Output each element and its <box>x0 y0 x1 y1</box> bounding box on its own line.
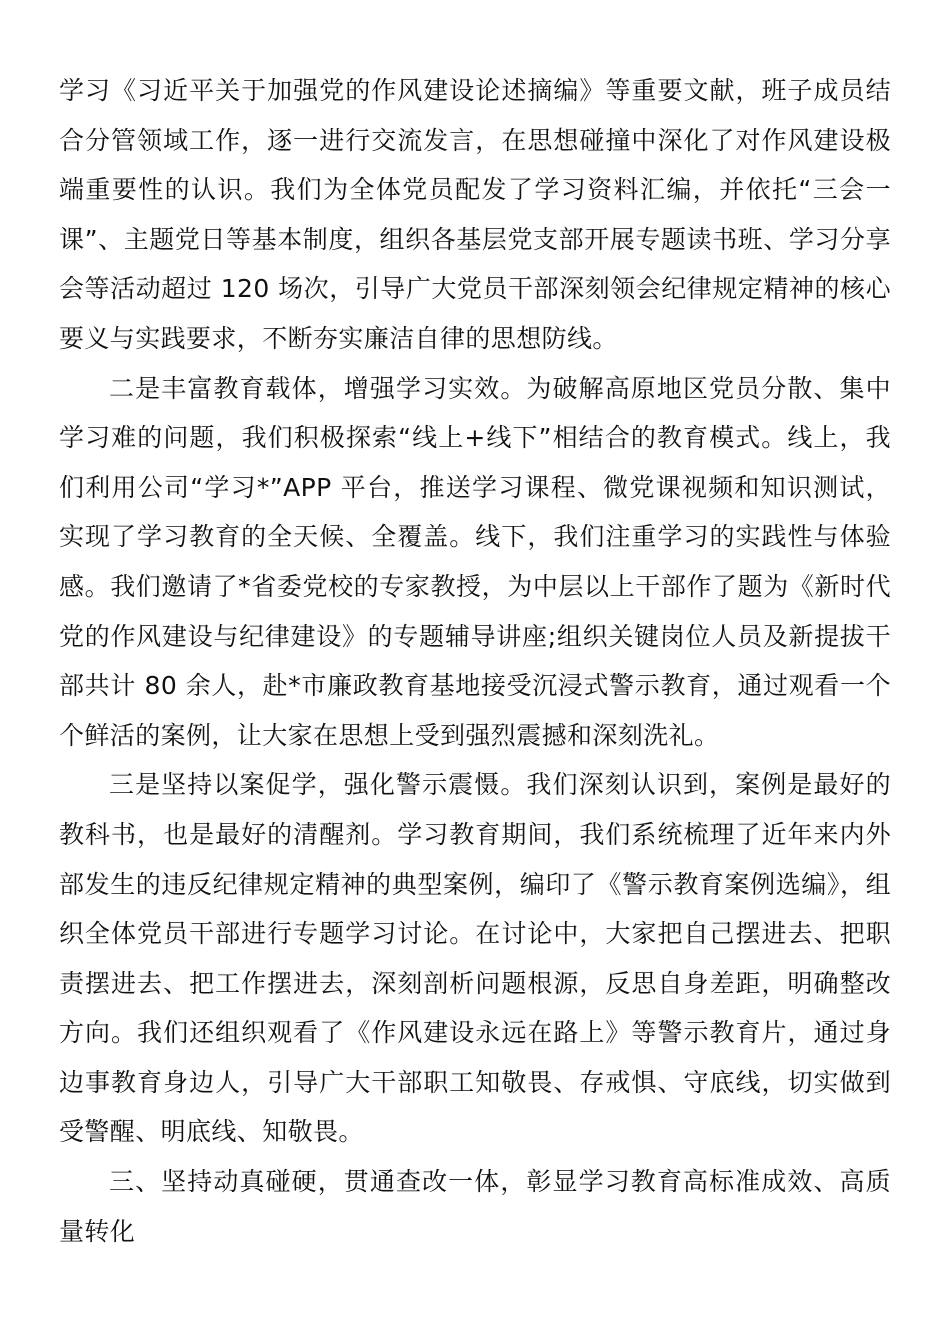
section-heading-three: 三、坚持动真碰硬，贯通查改一体，彰显学习教育高标准成效、高质量转化 <box>59 1167 891 1246</box>
document-body <box>59 66 891 1256</box>
paragraph-study-materials: 学习《习近平关于加强党的作风建设论述摘编》等重要文献，班子成员结合分管领域工作，逐一进行交流发言，在思想碰撞中深化了对作风建设极端重要性的认识。我们为全体党员配发了学习资料汇编，并依托“三会一课”、主题党日等基本制度，组织各基层党支部开展专题读书班、学习分享会等活动超过 120 场次，引导广大党员干部深刻领会纪律规定精神的核心要义与实践要求，不断夯实廉洁自律的思想防线。 <box>59 76 891 353</box>
paragraph-education-carriers: 二是丰富教育载体，增强学习实效。为破解高原地区党员分散、集中学习难的问题，我们积极探索“线上+线下”相结合的教育模式。线上，我们利用公司“学习*”APP 平台，推送学习课程、微党课视频和知识测试，实现了学习教育的全天候、全覆盖。线下，我们注重学习的实践性与体验感。我们邀请了*省委党校的专家教授，为中层以上干部作了题为《新时代党的作风建设与纪律建设》的专题辅导讲座;组织关键岗位人员及新提拔干部共计 80 余人，赴*市廉政教育基地接受沉浸式警示教育，通过观看一个个鲜活的案例，让大家在思想上受到强烈震撼和深刻洗礼。 <box>59 373 891 750</box>
paragraph-case-study: 三是坚持以案促学，强化警示震慑。我们深刻认识到，案例是最好的教科书，也是最好的清醒剂。学习教育期间，我们系统梳理了近年来内外部发生的违反纪律规定精神的典型案例，编印了《警示教育案例选编》，组织全体党员干部进行专题学习讨论。在讨论中，大家把自己摆进去、把职责摆进去、把工作摆进去，深刻剖析问题根源，反思自身差距，明确整改方向。我们还组织观看了《作风建设永远在路上》等警示教育片，通过身边事教育身边人，引导广大干部职工知敬畏、存戒惧、守底线，切实做到受警醒、明底线、知敬畏。 <box>59 770 891 1147</box>
